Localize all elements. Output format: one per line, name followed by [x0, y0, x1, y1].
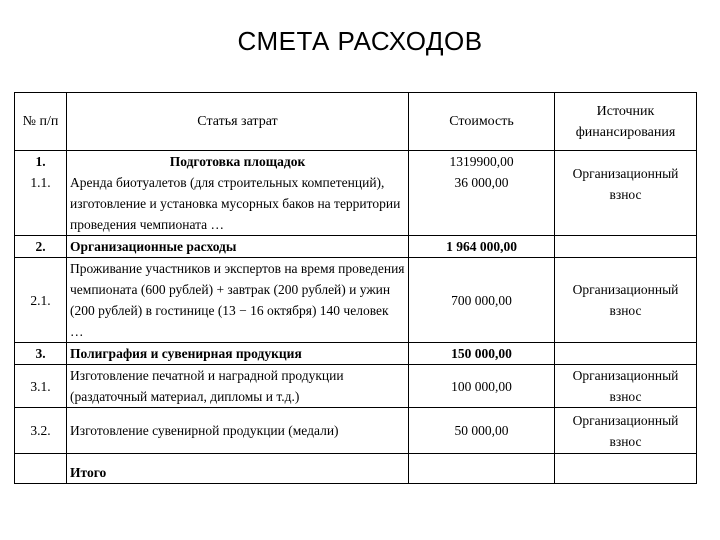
total-label: Итого	[67, 454, 409, 484]
item-text: Изготовление печатной и наградной продукции (раздаточный материал, дипломы и т.д.)	[67, 365, 409, 408]
header-item: Статья затрат	[67, 93, 409, 151]
section-num: 3.	[15, 343, 67, 365]
empty-cell	[15, 454, 67, 484]
item-num: 2.1.	[15, 258, 67, 343]
section-name: Организационные расходы	[67, 236, 409, 258]
section-name: Подготовка площадок	[169, 154, 306, 169]
header-cost: Стоимость	[409, 93, 555, 151]
item-text: Аренда биотуалетов (для строительных компетенций), изготовление и установка мусорных баков на территории проведения чемпионата …	[70, 175, 401, 232]
item-text: Изготовление сувенирной продукции (медали)	[67, 408, 409, 454]
item-cost: 36 000,00	[454, 175, 509, 190]
table-row	[15, 365, 697, 408]
table-row	[15, 151, 697, 236]
item-cost: 50 000,00	[409, 408, 555, 454]
total-row	[15, 454, 697, 484]
item-source: Организационный взнос	[555, 151, 697, 236]
section-num: 2.	[15, 236, 67, 258]
item-text: Проживание участников и экспертов на время проведения чемпионата (600 рублей) + завтрак (200 рублей) и ужин (200 рублей) в гостинице (13 − 16 октября) 140 человек …	[67, 258, 409, 343]
table-header-row	[15, 93, 697, 151]
section-item-cell	[67, 151, 409, 236]
table-row	[15, 343, 697, 365]
empty-cell	[555, 236, 697, 258]
table-row	[15, 408, 697, 454]
section-name: Полиграфия и сувенирная продукция	[67, 343, 409, 365]
section-cost: 1 964 000,00	[409, 236, 555, 258]
item-num: 3.2.	[15, 408, 67, 454]
item-source: Организационный взнос	[555, 408, 697, 454]
item-num: 3.1.	[15, 365, 67, 408]
empty-cell	[555, 343, 697, 365]
budget-table	[14, 92, 697, 484]
section-cost: 150 000,00	[409, 343, 555, 365]
table-row	[15, 258, 697, 343]
item-source: Организационный взнос	[555, 365, 697, 408]
section-num: 1. 1.1.	[15, 151, 67, 236]
item-cost: 100 000,00	[409, 365, 555, 408]
header-source: Источник финансирования	[555, 93, 697, 151]
empty-cell	[409, 454, 555, 484]
empty-cell	[555, 454, 697, 484]
header-num: № п/п	[15, 93, 67, 151]
item-source: Организационный взнос	[555, 258, 697, 343]
section-cost-cell	[409, 151, 555, 236]
table-row	[15, 236, 697, 258]
page-title: СМЕТА РАСХОДОВ	[237, 26, 483, 56]
section-cost: 1319900,00	[449, 154, 514, 169]
item-cost: 700 000,00	[409, 258, 555, 343]
